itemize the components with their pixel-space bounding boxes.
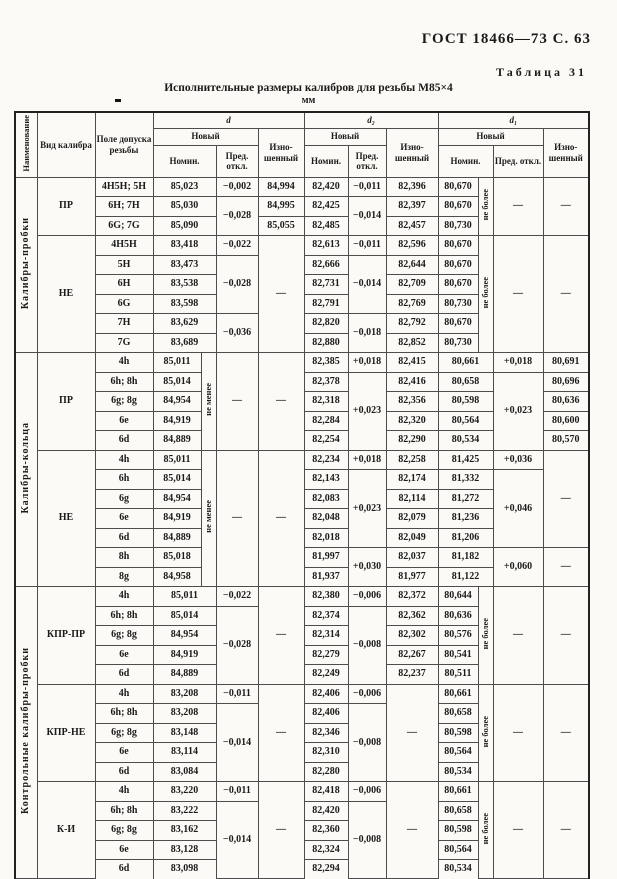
table-cell: 80,658: [438, 372, 493, 392]
table-cell: 80,670: [438, 236, 478, 256]
table-cell: —: [216, 353, 258, 451]
table-cell: +0,030: [348, 548, 386, 587]
table-cell: 82,852: [386, 333, 438, 353]
table-cell: 6g; 8g: [95, 392, 153, 412]
table-cell: 81,182: [438, 548, 493, 568]
table-cell: 83,114: [153, 743, 216, 763]
col-header-d1-worn: Изно-шенный: [543, 128, 589, 177]
table-cell: 6e: [95, 840, 153, 860]
table-cell: −0,028: [216, 606, 258, 684]
col-header-d-new: Новый: [153, 128, 258, 145]
gauge-type: НЕ: [37, 450, 95, 587]
col-header-d1-deviation: Пред. откл.: [493, 145, 543, 177]
table-cell: 6e: [95, 509, 153, 529]
table-cell: 6d: [95, 431, 153, 451]
table-cell: 7G: [95, 333, 153, 353]
table-cell: 85,023: [153, 177, 216, 197]
table-cell: 81,332: [438, 470, 493, 490]
table-cell: 82,666: [304, 255, 348, 275]
section-label: Калибры-пробки: [15, 177, 37, 353]
table-cell: 80,598: [438, 821, 478, 841]
gauge-type: К-И: [37, 782, 95, 879]
table-cell: 82,356: [386, 392, 438, 412]
table-cell: 81,206: [438, 528, 493, 548]
table-cell: 82,346: [304, 723, 348, 743]
table-cell: 85,011: [153, 587, 216, 607]
table-cell: 82,420: [304, 177, 348, 197]
table-cell: 6h; 8h: [95, 372, 153, 392]
table-cell: —: [386, 684, 438, 782]
table-cell: 80,598: [438, 723, 478, 743]
table-cell: 80,670: [438, 275, 478, 295]
table-cell: 80,564: [438, 411, 493, 431]
table-cell: 82,362: [386, 606, 438, 626]
table-cell: 82,267: [386, 645, 438, 665]
table-cell: —: [258, 587, 304, 685]
table-cell: 82,280: [304, 762, 348, 782]
table-cell: −0,028: [216, 255, 258, 314]
table-cell: 83,473: [153, 255, 216, 275]
table-cell: 82,249: [304, 665, 348, 685]
units-label: мм: [301, 95, 316, 106]
table-cell: 80,564: [438, 840, 478, 860]
col-header-tolerance-field: Поле допуска резьбы: [95, 112, 153, 177]
table-cell: −0,022: [216, 587, 258, 607]
print-artifact-mark: [115, 99, 121, 102]
table-cell: 80,730: [438, 216, 478, 236]
table-number-label: Таблица 31: [496, 65, 587, 79]
table-cell: 4h: [95, 782, 153, 802]
table-cell: 6h; 8h: [95, 704, 153, 724]
table-cell: 82,037: [386, 548, 438, 568]
table-cell: 82,143: [304, 470, 348, 490]
table-cell: 6e: [95, 411, 153, 431]
table-cell: 80,730: [438, 333, 478, 353]
table-cell: —: [493, 782, 543, 879]
table-cell: 4H5H; 5H: [95, 177, 153, 197]
section-label: Контрольные калибры-пробки: [15, 587, 37, 879]
table-cell: —: [543, 236, 589, 353]
section-label: Калибры-кольца: [15, 353, 37, 587]
table-cell: 83,629: [153, 314, 216, 334]
col-header-d1-nominal: Номин.: [438, 145, 493, 177]
table-cell: 85,055: [258, 216, 304, 236]
table-cell: 5H: [95, 255, 153, 275]
table-cell: 83,220: [153, 782, 216, 802]
table-cell: 85,090: [153, 216, 216, 236]
table-cell: 6g; 8g: [95, 821, 153, 841]
table-cell: 6e: [95, 743, 153, 763]
table-cell: 80,534: [438, 762, 478, 782]
table-cell: 6d: [95, 665, 153, 685]
table-cell: 4H5H: [95, 236, 153, 256]
table-cell: —: [543, 177, 589, 236]
table-cell: −0,008: [348, 801, 386, 879]
table-cell: 8h: [95, 548, 153, 568]
table-cell: −0,014: [216, 801, 258, 879]
table-cell: 82,174: [386, 470, 438, 490]
table-cell: 80,670: [438, 197, 478, 217]
table-cell: 80,636: [438, 606, 478, 626]
col-header-d2-deviation: Пред. откл.: [348, 145, 386, 177]
table-cell: —: [258, 236, 304, 353]
col-header-d-nominal: Номин.: [153, 145, 216, 177]
table-cell: 81,997: [304, 548, 348, 568]
note-ne-bolee: не более: [478, 684, 493, 782]
table-cell: 6H: [95, 275, 153, 295]
table-cell: 82,320: [386, 411, 438, 431]
gost-reference: ГОСТ 18466—73 С. 63: [421, 31, 591, 47]
table-cell: 82,049: [386, 528, 438, 548]
table-cell: 4h: [95, 684, 153, 704]
table-cell: 82,237: [386, 665, 438, 685]
table-cell: 81,122: [438, 567, 493, 587]
table-cell: +0,018: [348, 450, 386, 470]
table-cell: —: [258, 450, 304, 587]
gauge-type: КПР-НЕ: [37, 684, 95, 782]
table-cell: 81,272: [438, 489, 493, 509]
table-cell: —: [386, 782, 438, 879]
table-cell: 81,937: [304, 567, 348, 587]
table-cell: 80,570: [543, 431, 589, 451]
note-ne-menee: не менее: [201, 450, 216, 587]
table-cell: 82,457: [386, 216, 438, 236]
table-cell: −0,022: [216, 236, 258, 256]
table-cell: 82,406: [304, 684, 348, 704]
table-cell: −0,018: [348, 314, 386, 353]
table-cell: +0,018: [493, 353, 543, 373]
table-cell: 83,128: [153, 840, 216, 860]
table-cell: 82,485: [304, 216, 348, 236]
table-cell: 82,372: [386, 587, 438, 607]
table-cell: 82,880: [304, 333, 348, 353]
table-cell: 82,769: [386, 294, 438, 314]
table-cell: +0,036: [493, 450, 543, 470]
table-cell: −0,014: [348, 255, 386, 314]
table-cell: 6g; 8g: [95, 626, 153, 646]
col-header-d: d: [153, 112, 304, 128]
table-cell: 82,290: [386, 431, 438, 451]
table-cell: 82,284: [304, 411, 348, 431]
table-cell: 82,048: [304, 509, 348, 529]
col-header-d2-worn: Изно-шенный: [386, 128, 438, 177]
table-cell: 84,919: [153, 645, 216, 665]
table-cell: 83,222: [153, 801, 216, 821]
table-cell: 80,691: [543, 353, 589, 373]
table-cell: 83,208: [153, 684, 216, 704]
table-cell: —: [216, 450, 258, 587]
table-cell: 6h; 8h: [95, 801, 153, 821]
table-cell: 82,425: [304, 197, 348, 217]
table-cell: 85,011: [153, 353, 201, 373]
table-cell: 84,889: [153, 528, 201, 548]
table-cell: +0,023: [493, 372, 543, 450]
table-cell: 82,791: [304, 294, 348, 314]
note-ne-bolee: не более: [478, 587, 493, 685]
table-cell: 82,279: [304, 645, 348, 665]
table-cell: −0,036: [216, 314, 258, 353]
table-cell: —: [258, 684, 304, 782]
table-cell: 83,162: [153, 821, 216, 841]
table-cell: 6g; 8g: [95, 723, 153, 743]
table-cell: 82,792: [386, 314, 438, 334]
table-header: [15, 112, 589, 177]
table-cell: —: [258, 353, 304, 451]
table-cell: 80,670: [438, 177, 478, 197]
col-header-d-worn: Изно-шенный: [258, 128, 304, 177]
table-cell: 83,598: [153, 294, 216, 314]
table-cell: −0,008: [348, 704, 386, 782]
table-cell: —: [493, 177, 543, 236]
table-cell: 8g: [95, 567, 153, 587]
table-cell: 82,613: [304, 236, 348, 256]
table-cell: 83,148: [153, 723, 216, 743]
table-cell: 82,302: [386, 626, 438, 646]
table-cell: 80,658: [438, 801, 478, 821]
table-cell: 82,416: [386, 372, 438, 392]
table-cell: 84,954: [153, 626, 216, 646]
table-cell: 82,079: [386, 509, 438, 529]
table-cell: 82,418: [304, 782, 348, 802]
table-cell: 82,396: [386, 177, 438, 197]
table-cell: −0,011: [348, 236, 386, 256]
table-cell: +0,060: [493, 548, 543, 587]
table-cell: —: [493, 587, 543, 685]
col-header-d2-new: Новый: [304, 128, 386, 145]
table-cell: 6d: [95, 860, 153, 879]
table-cell: 6h: [95, 470, 153, 490]
table-cell: 83,084: [153, 762, 216, 782]
col-header-d1-new: Новый: [438, 128, 543, 145]
table-cell: 82,374: [304, 606, 348, 626]
table-cell: 82,254: [304, 431, 348, 451]
table-cell: 84,995: [258, 197, 304, 217]
table-cell: 6d: [95, 762, 153, 782]
page-title: Исполнительные размеры калибров для резьбы М85×4: [164, 82, 453, 94]
gauge-type: ПР: [37, 353, 95, 451]
table-cell: —: [543, 782, 589, 879]
table-cell: —: [493, 236, 543, 353]
table-cell: 84,919: [153, 411, 201, 431]
table-cell: 80,644: [438, 587, 478, 607]
gauge-type: КПР-ПР: [37, 587, 95, 685]
note-ne-bolee: не более: [478, 782, 493, 879]
table-cell: 85,011: [153, 450, 201, 470]
table-cell: 6G: [95, 294, 153, 314]
table-cell: −0,011: [216, 684, 258, 704]
table-cell: −0,014: [348, 197, 386, 236]
table-cell: 82,385: [304, 353, 348, 373]
table-cell: 82,314: [304, 626, 348, 646]
col-header-d1: d₁: [438, 112, 589, 128]
col-header-d2-nominal: Номин.: [304, 145, 348, 177]
table-cell: 4h: [95, 450, 153, 470]
table-cell: 80,661: [438, 684, 478, 704]
table-cell: 80,541: [438, 645, 478, 665]
table-cell: 83,538: [153, 275, 216, 295]
table-cell: 80,564: [438, 743, 478, 763]
note-ne-bolee: не более: [478, 177, 493, 236]
table-cell: 83,689: [153, 333, 216, 353]
table-cell: 80,670: [438, 255, 478, 275]
table-cell: 80,534: [438, 431, 493, 451]
table-cell: 80,600: [543, 411, 589, 431]
table-cell: 6G; 7G: [95, 216, 153, 236]
table-cell: 6h; 8h: [95, 606, 153, 626]
table-cell: 82,324: [304, 840, 348, 860]
table-cell: 82,420: [304, 801, 348, 821]
table-cell: 82,234: [304, 450, 348, 470]
table-cell: 84,994: [258, 177, 304, 197]
table-cell: —: [543, 684, 589, 782]
table-cell: 82,709: [386, 275, 438, 295]
table-cell: 85,018: [153, 548, 201, 568]
table-cell: 82,318: [304, 392, 348, 412]
table-cell: 80,670: [438, 314, 478, 334]
table-cell: 80,661: [438, 353, 493, 373]
table-cell: —: [543, 450, 589, 548]
col-header-name: Наименование: [15, 112, 37, 177]
table-cell: 6H; 7H: [95, 197, 153, 217]
table-cell: 82,644: [386, 255, 438, 275]
table-cell: 82,294: [304, 860, 348, 879]
table-cell: 80,661: [438, 782, 478, 802]
table-cell: 85,014: [153, 606, 216, 626]
table-cell: 82,360: [304, 821, 348, 841]
table-body: [15, 177, 589, 879]
table-cell: 81,425: [438, 450, 493, 470]
table-cell: 82,596: [386, 236, 438, 256]
table-cell: −0,011: [348, 177, 386, 197]
table-cell: 84,919: [153, 509, 201, 529]
table-cell: 82,415: [386, 353, 438, 373]
gauge-type: ПР: [37, 177, 95, 236]
note-ne-menee: не менее: [201, 353, 216, 451]
table-cell: 80,636: [543, 392, 589, 412]
gauge-type: НЕ: [37, 236, 95, 353]
table-cell: +0,023: [348, 372, 386, 450]
table-cell: 82,731: [304, 275, 348, 295]
col-header-gauge-kind: Вид калибра: [37, 112, 95, 177]
table-cell: 80,534: [438, 860, 478, 879]
table-cell: 82,820: [304, 314, 348, 334]
table-cell: 82,406: [304, 704, 348, 724]
table-cell: −0,011: [216, 782, 258, 802]
col-header-d-deviation: Пред. откл.: [216, 145, 258, 177]
table-cell: 82,258: [386, 450, 438, 470]
table-cell: −0,006: [348, 587, 386, 607]
table-cell: 7H: [95, 314, 153, 334]
table-cell: 81,977: [386, 567, 438, 587]
table-cell: 85,014: [153, 372, 201, 392]
table-cell: −0,008: [348, 606, 386, 684]
table-cell: 80,696: [543, 372, 589, 392]
table-cell: —: [543, 548, 589, 587]
table-cell: −0,014: [216, 704, 258, 782]
table-cell: −0,006: [348, 782, 386, 802]
table-cell: 82,018: [304, 528, 348, 548]
table-cell: 82,310: [304, 743, 348, 763]
table-cell: 82,114: [386, 489, 438, 509]
table-cell: −0,028: [216, 197, 258, 236]
table-cell: 4h: [95, 587, 153, 607]
table-cell: 80,576: [438, 626, 478, 646]
table-cell: —: [543, 587, 589, 685]
table-cell: 84,954: [153, 392, 201, 412]
table-cell: 82,378: [304, 372, 348, 392]
table-cell: 6d: [95, 528, 153, 548]
table-cell: 83,208: [153, 704, 216, 724]
table-cell: 83,418: [153, 236, 216, 256]
table-cell: 80,511: [438, 665, 478, 685]
table-cell: 85,014: [153, 470, 201, 490]
table-cell: +0,018: [348, 353, 386, 373]
table-cell: 4h: [95, 353, 153, 373]
table-cell: 81,236: [438, 509, 493, 529]
table-cell: 82,083: [304, 489, 348, 509]
table-cell: +0,023: [348, 470, 386, 548]
table-cell: +0,046: [493, 470, 543, 548]
table-cell: 6g: [95, 489, 153, 509]
table-cell: 82,380: [304, 587, 348, 607]
note-ne-bolee: не более: [478, 236, 493, 353]
dimensions-table: [14, 111, 590, 879]
table-cell: —: [493, 684, 543, 782]
table-cell: 84,954: [153, 489, 201, 509]
table-cell: −0,002: [216, 177, 258, 197]
table-cell: 84,889: [153, 431, 201, 451]
col-header-d2: d₂: [304, 112, 438, 128]
table-cell: 84,958: [153, 567, 201, 587]
table-cell: −0,006: [348, 684, 386, 704]
table-cell: 80,730: [438, 294, 478, 314]
table-cell: 85,030: [153, 197, 216, 217]
table-cell: —: [258, 782, 304, 879]
table-cell: 6e: [95, 645, 153, 665]
table-cell: 83,098: [153, 860, 216, 879]
table-cell: 82,397: [386, 197, 438, 217]
table-cell: 80,598: [438, 392, 493, 412]
table-cell: 84,889: [153, 665, 216, 685]
table-cell: 80,658: [438, 704, 478, 724]
